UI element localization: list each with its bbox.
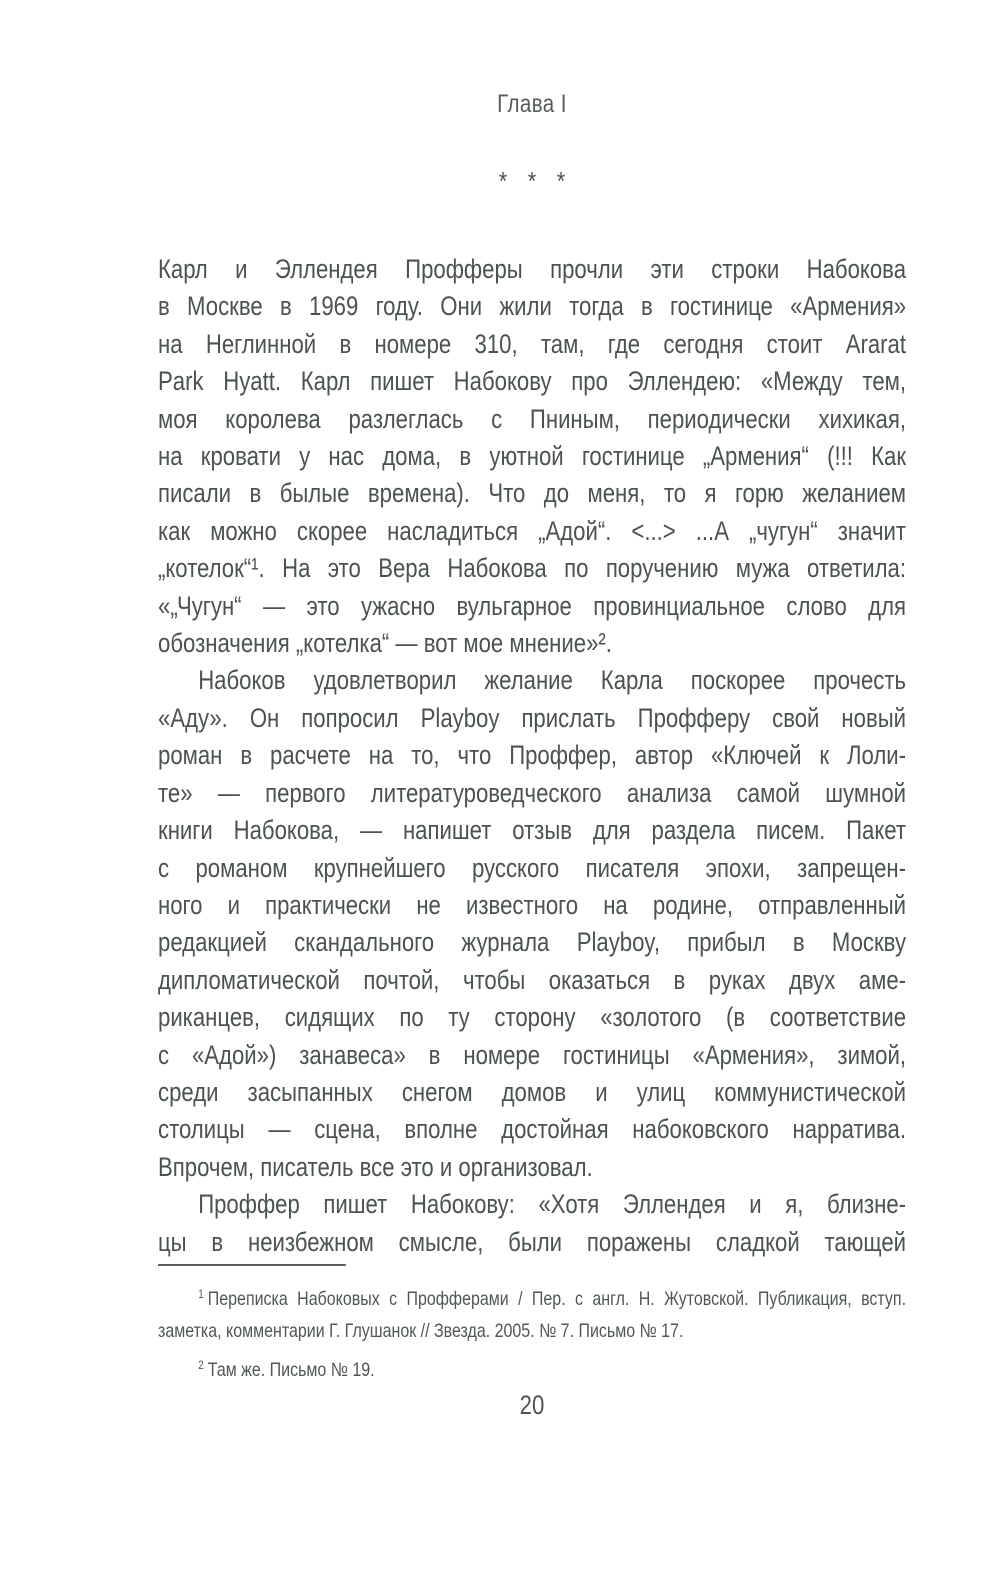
text-line: на кровати у нас дома, в уютной гостинице „Армения“ (!!! Как	[158, 441, 907, 472]
footnote-1	[158, 1283, 906, 1347]
text-line: моя королева разлеглась с Пниным, периодически хихикая,	[158, 403, 907, 434]
footnotes	[158, 1283, 906, 1386]
footnote-line: заметка, комментарии Г. Глушанок // Звезда. 2005. № 7. Письмо № 17.	[158, 1320, 684, 1342]
footnote-line	[158, 1354, 906, 1386]
text-line: те» — первого литературоведческого анализа самой шумной	[158, 777, 907, 808]
text-line: в Москве в 1969 году. Они жили тогда в гостинице «Армения»	[158, 291, 907, 322]
text-line: «Аду». Он попросил Playboy прислать Профферу свой новый	[158, 702, 907, 733]
footnote-marker: 1	[198, 1286, 204, 1301]
text-line: с романом крупнейшего русского писателя эпохи, запрещен-	[158, 852, 907, 883]
text-line: среди засыпанных снегом домов и улиц коммунистической	[158, 1076, 907, 1107]
section-break-stars: * * *	[498, 166, 573, 196]
text-line: книги Набокова, — напишет отзыв для раздела писем. Пакет	[158, 815, 907, 846]
text-line: писали в былые времена). Что до меня, то я горю желанием	[158, 478, 907, 509]
page-number: 20	[519, 1390, 545, 1420]
text-line: Набоков удовлетворил желание Карла поскорее прочесть	[198, 665, 907, 696]
text-column	[158, 0, 906, 1583]
text-line: Park Hyatt. Карл пишет Набокову про Эллендею: «Между тем,	[158, 366, 907, 397]
body-text	[158, 251, 906, 1261]
text-line: Впрочем, писатель все это и организовал.	[158, 1151, 593, 1182]
text-line: обозначения „котелка“ — вот мое мнение»².	[158, 628, 612, 659]
text-line: Карл и Эллендея Профферы прочли эти строки Набокова	[158, 254, 907, 284]
text-line: Проффер пишет Набокову: «Хотя Эллендея и я, близне-	[198, 1189, 907, 1220]
text-line: роман в расчете на то, что Проффер, автор «Ключей к Лоли-	[158, 740, 907, 771]
text-line: редакцией скандального журнала Playboy, прибыл в Москву	[158, 927, 907, 958]
text-line: столицы — сцена, вполне достойная набоковского нарратива.	[158, 1114, 907, 1145]
footnote-text: Переписка Набоковых с Профферами / Пер. с англ. Н. Жутовской. Публикация, вступ.	[207, 1288, 907, 1310]
text-line: риканцев, сидящих по ту сторону «золотого (в соответствие	[158, 1002, 907, 1033]
text-line: с «Адой») занавеса» в номере гостиницы «Армения», зимой,	[158, 1039, 907, 1070]
text-line: цы в неизбежном смысле, были поражены сладкой тающей	[158, 1226, 907, 1257]
footnote-marker: 2	[198, 1357, 204, 1372]
footnote-2	[158, 1354, 906, 1386]
text-line: ного и практически не известного на родине, отправленный	[158, 889, 907, 920]
text-line: «„Чугун“ — это ужасно вульгарное провинциальное слово для	[158, 590, 907, 621]
text-line: „котелок“¹. На это Вера Набокова по поручению мужа ответила:	[158, 553, 907, 584]
text-line: как можно скорее насладиться „Адой“. <...> ...А „чугун“ значит	[158, 515, 907, 546]
footnote-text: Там же. Письмо № 19.	[207, 1359, 375, 1381]
footnote-separator	[158, 1264, 346, 1266]
chapter-heading: Глава I	[497, 90, 567, 118]
footnote-line	[158, 1283, 906, 1315]
text-line: дипломатической почтой, чтобы оказаться в руках двух аме-	[158, 964, 907, 995]
text-line: на Неглинной в номере 310, там, где сегодня стоит Ararat	[158, 328, 907, 359]
